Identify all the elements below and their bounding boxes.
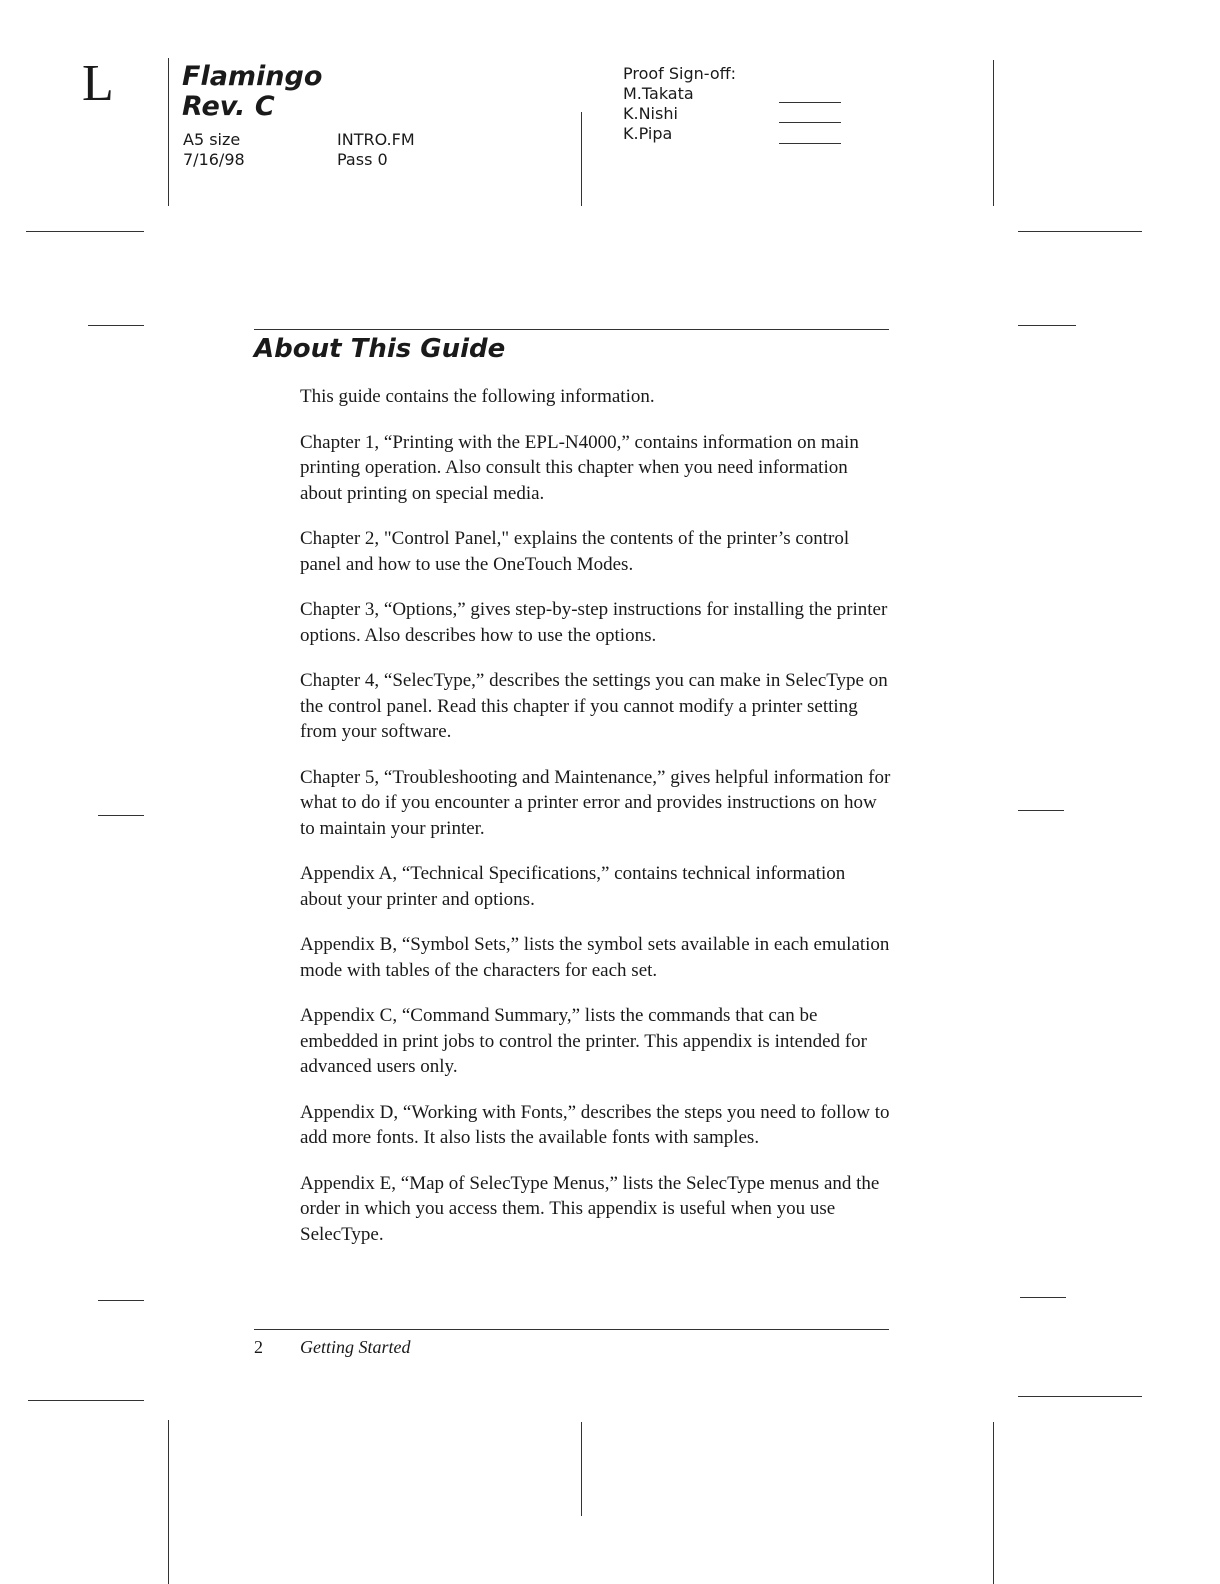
signoff-line [779, 143, 841, 144]
signoff-name: K.Pipa [623, 124, 673, 143]
paragraph: Chapter 5, “Troubleshooting and Maintenance,” gives helpful information for what to do if you encounter a printer error and provides instructions on how to maintain your printer. [300, 766, 891, 839]
crop-mark-left-2 [88, 325, 144, 326]
signoff-line [779, 122, 841, 123]
crop-mark-right-1 [1018, 231, 1142, 232]
header-title-line2: Rev. C [182, 91, 275, 122]
paragraph: Chapter 2, "Control Panel," explains the contents of the printer’s control panel and how to use the OneTouch Modes. [300, 528, 850, 575]
crop-mark-left-5 [28, 1400, 144, 1401]
header-file: INTRO.FM [337, 130, 415, 149]
footer-rule-middle [581, 1422, 582, 1516]
paragraph: Appendix A, “Technical Specifications,” contains technical information about your printer and options. [300, 863, 846, 910]
crop-mark-right-2 [1018, 325, 1076, 326]
header-size: A5 size [183, 130, 241, 149]
page-number: 2 [254, 1337, 263, 1357]
crop-mark-left-1 [26, 231, 144, 232]
signoff-name: K.Nishi [623, 104, 678, 123]
proof-signoff [623, 64, 736, 144]
paragraph: Appendix C, “Command Summary,” lists the commands that can be embedded in print jobs to control the printer. This appendix is intended for advanced users only. [300, 1005, 867, 1077]
paragraph: Appendix E, “Map of SelecType Menus,” lists the SelecType menus and the order in which you access them. This appendix is useful when you use SelecType. [300, 1172, 880, 1245]
footer-title: Getting Started [300, 1337, 411, 1357]
paragraph: This guide contains the following information. [300, 386, 655, 407]
crop-mark-left-3 [98, 815, 144, 816]
signoff-label: Proof Sign-off: [623, 64, 737, 83]
footer-rule [254, 1329, 889, 1330]
footer-rule-left [168, 1420, 169, 1584]
crop-mark-right-5 [1018, 1396, 1142, 1397]
footer-rule-right [993, 1422, 994, 1584]
guide-content [300, 384, 892, 1267]
header-rule-right [993, 60, 994, 206]
crop-mark-right-4 [1020, 1297, 1066, 1298]
signoff-name: M.Takata [623, 84, 694, 103]
header-rule-left [168, 58, 169, 206]
paragraph: Chapter 3, “Options,” gives step-by-step instructions for installing the printer options. Also describes how to use the options. [300, 599, 888, 646]
section-title: About This Guide [254, 334, 506, 364]
header-pass: Pass 0 [337, 150, 388, 169]
paragraph: Appendix B, “Symbol Sets,” lists the symbol sets available in each emulation mode with tables of the characters for each set. [300, 934, 890, 981]
corner-mark: L [82, 55, 114, 112]
header-date: 7/16/98 [183, 150, 245, 169]
header-rule-middle [581, 112, 582, 206]
crop-mark-left-4 [98, 1300, 144, 1301]
paragraph: Appendix D, “Working with Fonts,” describes the steps you need to follow to add more fonts. It also lists the available fonts with samples. [300, 1101, 890, 1148]
crop-mark-right-3 [1018, 810, 1064, 811]
page-footer [254, 1337, 411, 1358]
paragraph: Chapter 4, “SelecType,” describes the settings you can make in SelecType on the control panel. Read this chapter if you cannot modify a printer setting from your software. [300, 670, 888, 742]
paragraph: Chapter 1, “Printing with the EPL-N4000,” contains information on main printing operation. Also consult this chapter when you need information about printing on special media. [300, 431, 859, 504]
header-title [182, 62, 322, 122]
section-top-rule [254, 329, 889, 330]
signoff-line [779, 102, 841, 103]
header-title-line1: Flamingo [182, 61, 323, 92]
